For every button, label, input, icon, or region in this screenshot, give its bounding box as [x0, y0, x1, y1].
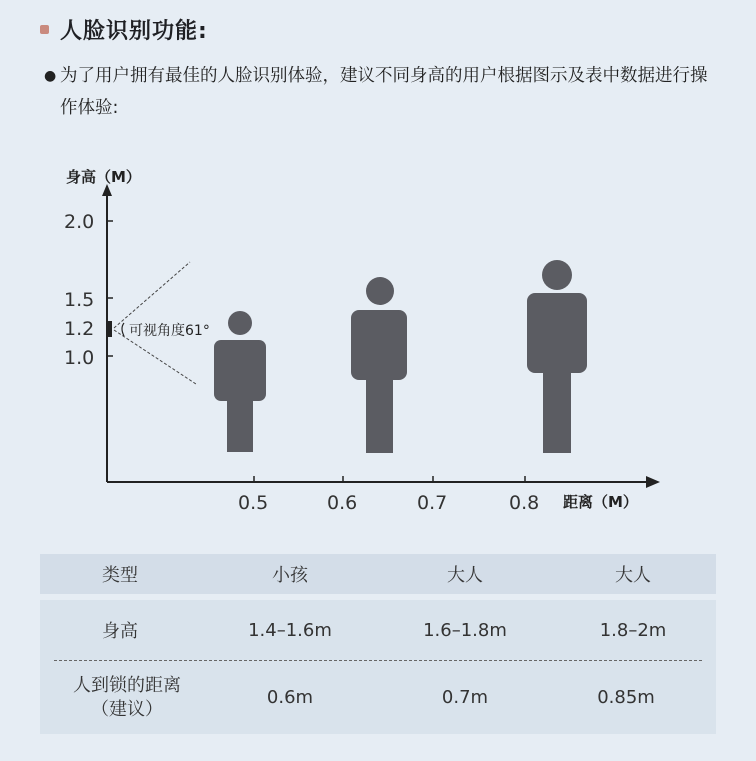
y-ticks: [64, 211, 113, 369]
x-tick-label: 0.5: [238, 492, 269, 514]
row-label: [54, 674, 200, 722]
table-cell: 1.4–1.6m: [248, 619, 332, 641]
table-row: [40, 600, 716, 660]
table-header-cell: 小孩: [272, 565, 308, 586]
height-distance-diagram: [0, 150, 756, 530]
y-tick-label: 1.0: [64, 347, 95, 369]
description: [44, 60, 724, 124]
row-label: 身高: [102, 621, 138, 642]
section-title: [40, 14, 208, 45]
bullet-icon: ●: [44, 68, 57, 84]
camera-marker: [106, 321, 112, 337]
x-tick-label: 0.6: [327, 492, 358, 514]
y-tick-label: 1.5: [64, 289, 95, 311]
y-tick-label: 1.2: [64, 318, 95, 340]
x-tick-label: 0.8: [509, 492, 540, 514]
title-marker: [40, 25, 49, 34]
row-label-line: （建议）: [91, 698, 163, 720]
table-cell: 0.7m: [441, 687, 489, 708]
table-cell: 0.85m: [597, 687, 655, 708]
y-tick-label: 2.0: [64, 211, 95, 233]
table-header-cell: 大人: [615, 565, 651, 586]
table-cell: 1.8–2m: [599, 619, 667, 641]
table-header-cell: 大人: [447, 565, 483, 586]
x-axis-label: 距离（M）: [563, 493, 638, 511]
table-body: [40, 600, 716, 734]
spec-table: [40, 554, 716, 734]
table-header-cell: 类型: [102, 565, 138, 586]
description-text: 为了用户拥有最佳的人脸识别体验，建议不同身高的用户根据图示及表中数据进行操作体验:: [60, 66, 708, 118]
view-line-top: [114, 262, 190, 328]
table-cell: 1.6–1.8m: [423, 619, 507, 641]
section-title-text: 人脸识别功能:: [60, 19, 208, 44]
x-tick-label: 0.7: [417, 492, 448, 514]
person-small-icon: [214, 311, 266, 452]
y-axis-label: 身高（M）: [66, 168, 141, 186]
table-cell: 0.6m: [266, 687, 314, 708]
x-axis-arrow: [646, 476, 660, 488]
person-medium-icon: [351, 277, 407, 453]
row-label-line: 人到锁的距离: [73, 674, 181, 696]
view-angle-arc: [122, 323, 124, 336]
table-header-row: [40, 554, 716, 594]
person-large-icon: [527, 260, 587, 453]
table-row: [54, 660, 702, 734]
view-angle-label: 可视角度61°: [129, 323, 210, 339]
